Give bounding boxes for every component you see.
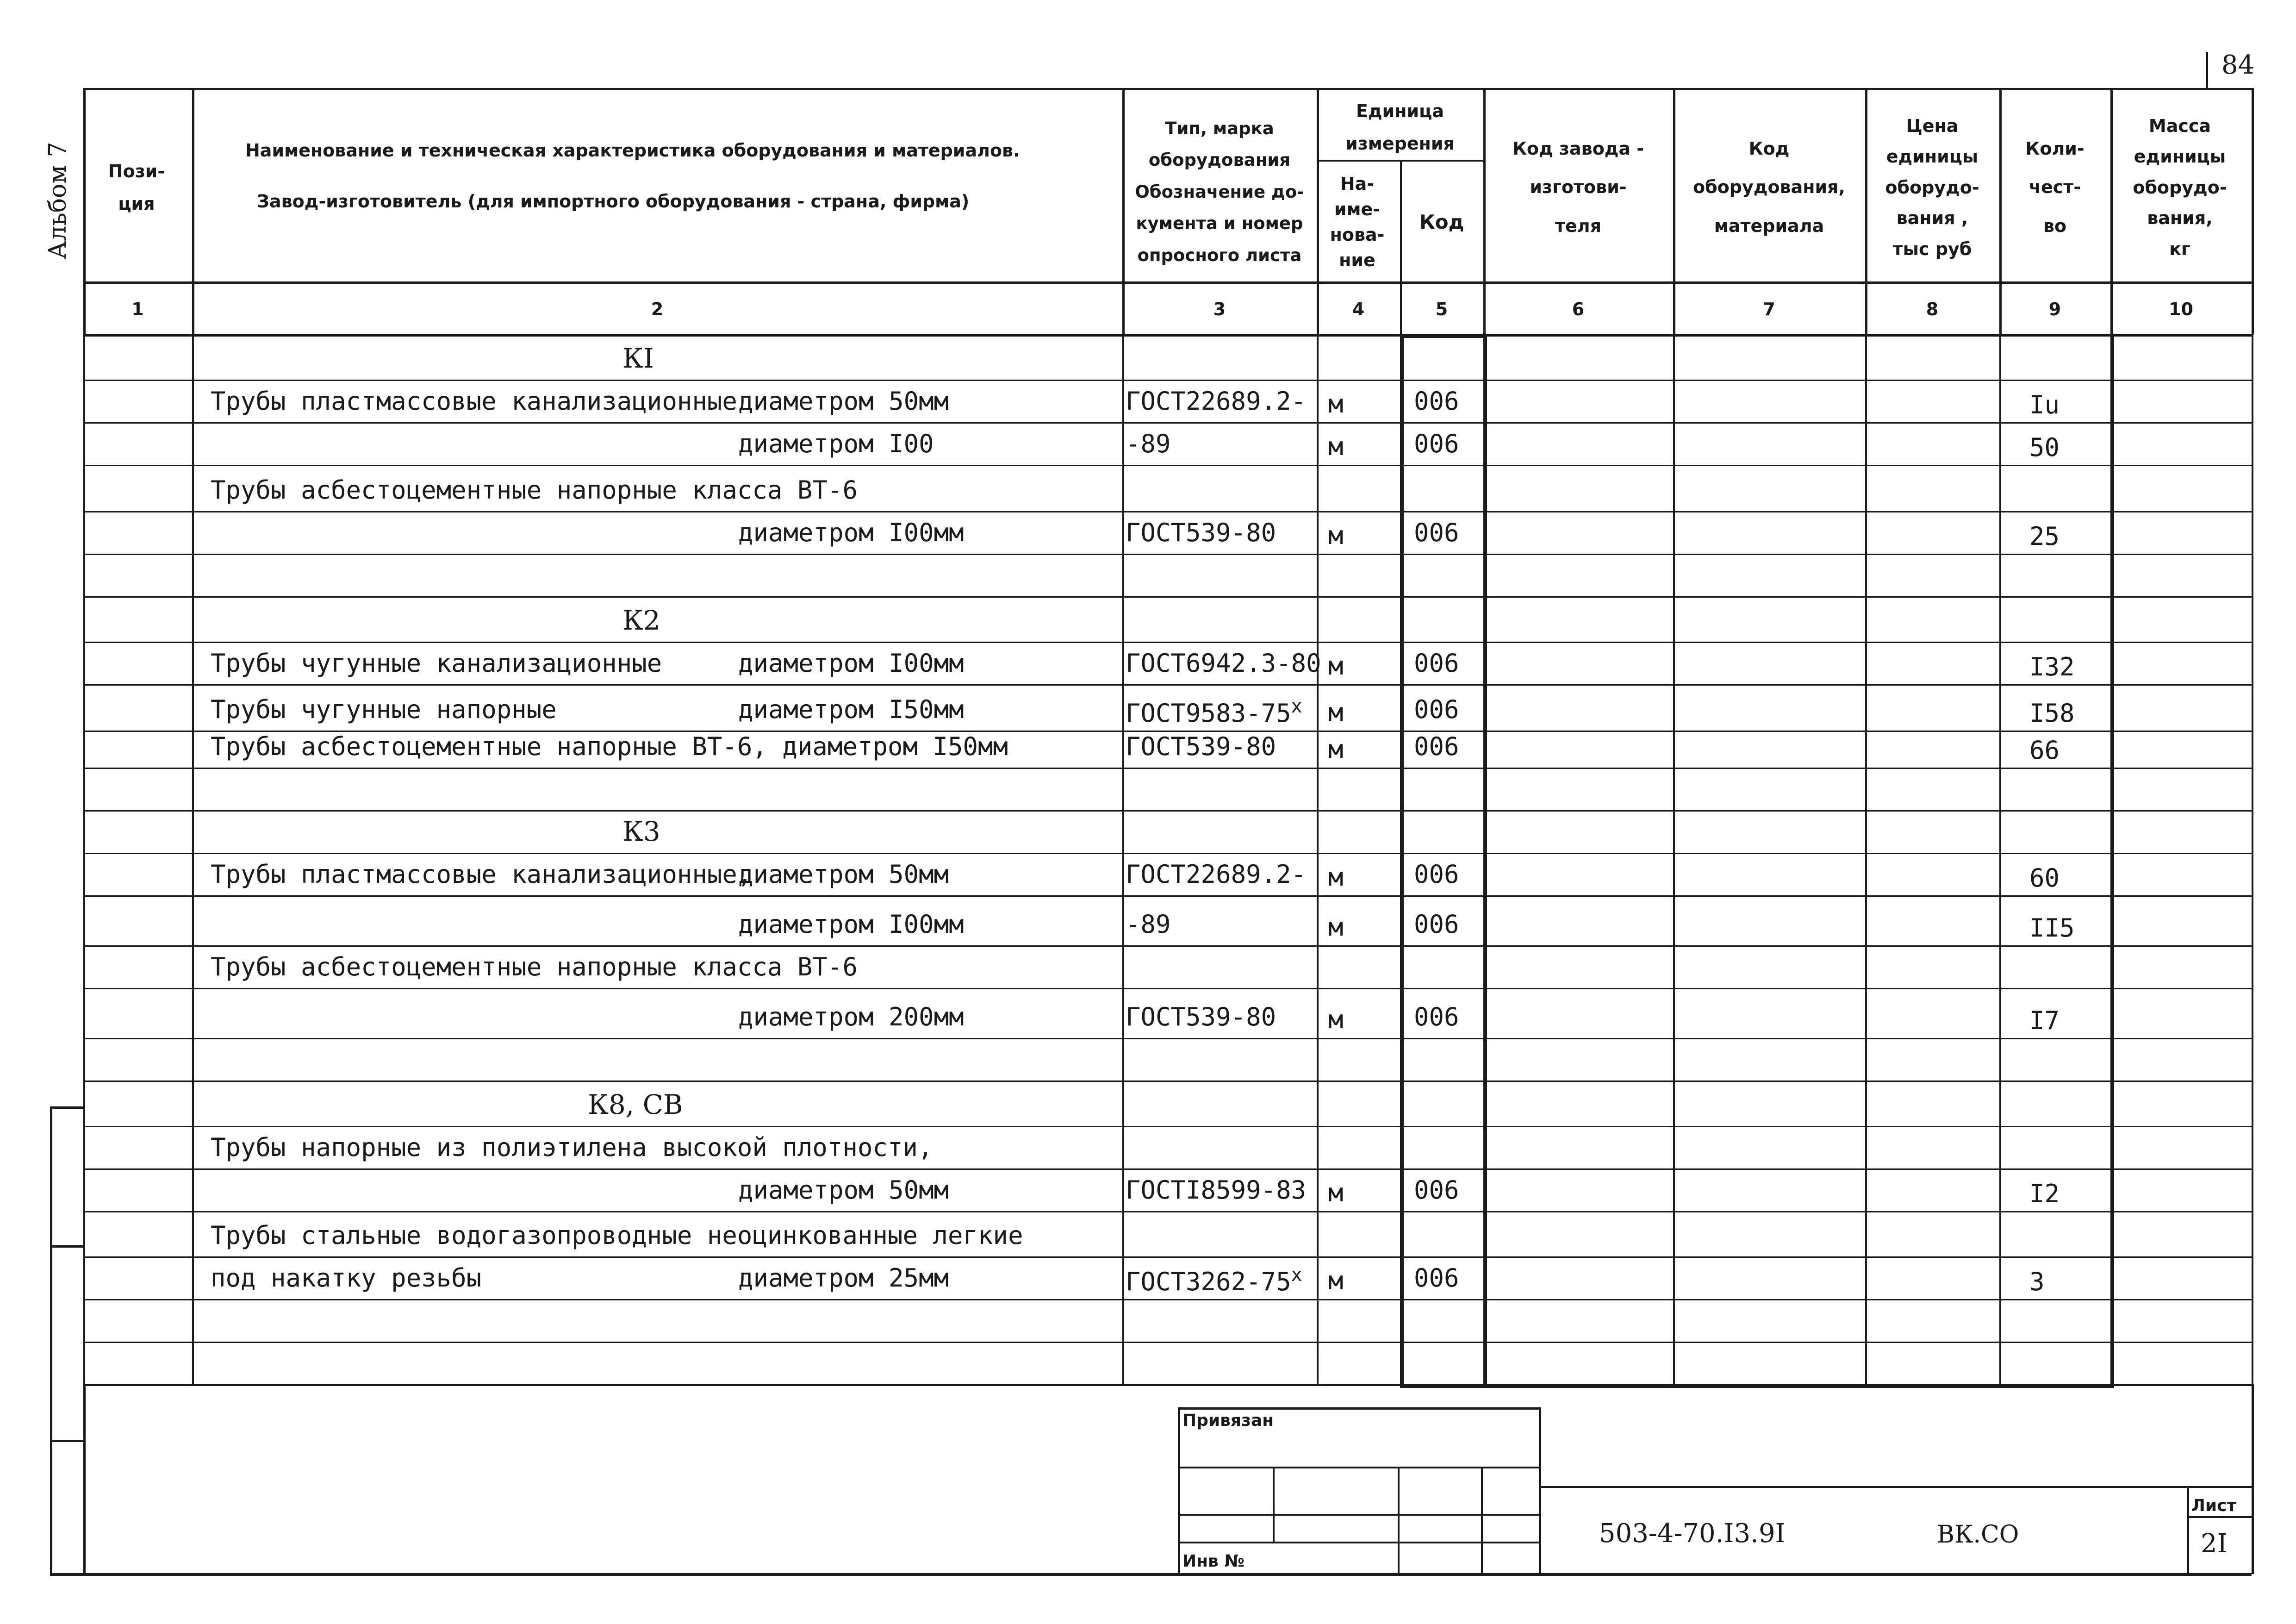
row-divider [83,768,2252,769]
item-name: Трубы асбестоцементные напорные ВТ-6, диаметром I50мм [211,732,1008,761]
binding-strip-top [50,1106,83,1109]
item-standard: ГОСТ539-80 [1126,518,1276,547]
row-divider [83,1256,2252,1258]
item-standard: ГОСТ3262-75$^x$ [1126,1264,1302,1296]
stamp-right [1539,1407,1541,1574]
stamp-sheet-number: 2I [2201,1529,2228,1559]
table-top-border [83,88,2252,90]
stamp-sheet-label: Лист [2191,1496,2237,1515]
page-number: 84 [2221,50,2255,80]
item-quantity: 25 [2029,522,2060,551]
item-quantity: I7 [2029,1006,2060,1035]
item-dimension: диаметром I50мм [738,695,964,724]
item-unit: м [1328,1178,1344,1207]
stamp-inner-v1 [1273,1467,1275,1542]
stamp-line1 [1178,1467,1539,1468]
stamp-left [1178,1407,1180,1574]
item-unit-code: 006 [1414,910,1459,939]
item-unit-code: 006 [1414,387,1459,416]
item-unit: м [1328,389,1344,418]
section-heading: К3 [622,816,660,847]
grid-line-v [192,88,194,334]
grid-line-v [83,334,85,1384]
item-standard: -89 [1126,910,1171,939]
row-divider [83,596,2252,598]
item-quantity: 50 [2029,433,2060,462]
item-unit-code: 006 [1414,860,1459,889]
item-standard: ГОСТ6942.3-80 [1126,649,1321,678]
sheet-box-left [2187,1486,2189,1574]
section-heading: К8, СВ [588,1089,683,1120]
item-dimension: диаметром 50мм [738,1175,949,1205]
header-name-line2: Завод-изготовитель (для импортного оборудования - страна, фирма) [257,191,970,212]
item-quantity: I32 [2029,652,2075,681]
frame-bottom [50,1573,2252,1576]
item-name: Трубы пластмассовые канализационные, [211,860,753,889]
standard-superscript: x [1291,696,1302,717]
stamp-set-code: ВК.СО [1937,1521,2019,1549]
item-dimension: диаметром 50мм [738,860,949,889]
row-divider [83,853,2252,854]
header-unit-name: На- име- нова- ние [1330,173,1385,271]
grid-line-v-thick [1483,334,1487,1384]
column-number-6: 6 [1572,299,1585,319]
column-number-2: 2 [651,299,664,319]
grid-line-v [1673,334,1675,1384]
header-equipment-code: Код оборудования, материала [1693,138,1845,236]
row-divider [83,1038,2252,1039]
item-unit: м [1328,651,1344,681]
section-heading: КI [622,343,654,374]
item-standard: ГОСТ22689.2- [1126,387,1307,416]
row-divider [83,511,2252,512]
album-label: Альбом 7 [44,142,72,259]
grid-line-v [192,334,194,1384]
stamp-inner-v3 [1481,1467,1483,1574]
header-quantity: Коли- чест- во [2025,138,2084,236]
row-divider [83,895,2252,897]
item-unit-code: 006 [1414,649,1459,678]
grid-line-v [1317,334,1319,1384]
row-divider [83,422,2252,424]
column-number-5: 5 [1435,299,1448,319]
item-dimension: диаметром 25мм [738,1263,949,1293]
item-dimension: диаметром I00мм [738,910,964,939]
row-divider [83,1342,2252,1343]
column-number-7: 7 [1763,299,1775,319]
item-dimension: диаметром 200мм [738,1002,964,1031]
row-divider [83,810,2252,812]
stamp-document-code: 503-4-70.I3.9I [1599,1518,1786,1549]
row-divider [83,1126,2252,1127]
row-divider [83,1211,2252,1212]
header-type-doc: Тип, марка оборудования Обозначение до- кумента и номер опросного листа [1135,118,1304,265]
stamp-top [1178,1407,1539,1410]
item-quantity: I2 [2029,1179,2060,1208]
column-number-4: 4 [1352,299,1365,319]
item-standard: ГОСТ539-80 [1126,1002,1276,1031]
stamp-title-top [1539,1486,2252,1488]
header-unit-code: Код [1419,211,1464,234]
item-quantity: I58 [2029,699,2075,728]
item-name: Трубы пластмассовые канализационные [211,387,737,416]
item-name: Трубы чугунные канализационные [211,649,662,678]
binding-strip-mid2 [50,1440,83,1442]
stamp-attached-label: Привязан [1182,1411,1274,1430]
header-name-line1: Наименование и техническая характеристика оборудования и материалов. [245,140,1020,161]
frame-left [83,1384,86,1574]
column-number-8: 8 [1926,299,1939,319]
standard-superscript: x [1291,1264,1302,1286]
header-units-group: Единица измерения [1345,100,1455,154]
item-quantity: 3 [2029,1267,2045,1296]
header-unit-mass: Масса единицы оборудо- вания, кг [2133,115,2227,259]
item-standard: ГОСТ539-80 [1126,732,1276,761]
binding-strip-mid1 [50,1245,83,1248]
item-unit-code: 006 [1414,518,1459,547]
row-divider [83,380,2252,381]
item-dimension: диаметром I00мм [738,649,964,678]
grid-line-v [1122,334,1124,1384]
item-standard: ГОСТI8599-83 [1126,1175,1307,1205]
column-number-3: 3 [1213,299,1226,319]
item-unit-code: 006 [1414,1002,1459,1031]
item-unit: м [1328,1266,1344,1295]
item-unit: м [1328,735,1344,764]
row-divider [83,642,2252,643]
item-quantity: Iu [2029,390,2060,419]
item-name: Трубы напорные из полиэтилена высокой плотности, [211,1133,933,1162]
item-standard: ГОСТ9583-75$^x$ [1126,696,1302,728]
stamp-inner-v2 [1398,1467,1400,1574]
grid-line-v-thick [2110,334,2114,1384]
grid-line-v [1999,334,2001,1384]
row-divider [83,1299,2252,1300]
item-dimension: диаметром I00 [738,429,934,458]
column-numbers-bottom-border [83,334,2252,337]
sheet-box-divider [2187,1516,2252,1518]
thick-top-marker [1400,334,1487,338]
stamp-inv-label: Инв № [1182,1552,1244,1571]
body-bottom-border [83,1384,2252,1386]
item-quantity: II5 [2029,913,2075,943]
binding-strip-left [50,1106,52,1574]
item-name: Трубы чугунные напорные [211,695,557,724]
item-unit-code: 006 [1414,1263,1459,1293]
item-standard: ГОСТ22689.2- [1126,860,1307,889]
row-divider [83,945,2252,947]
item-name: Трубы стальные водогазопроводные неоцинкованные легкие [211,1221,1023,1250]
item-unit: м [1328,912,1344,942]
grid-line-v-thick [1400,334,1404,1384]
item-unit: м [1328,432,1344,461]
item-name: Трубы асбестоцементные напорные класса ВТ-6 [211,952,858,981]
item-unit: м [1328,521,1344,550]
item-unit: м [1328,698,1344,727]
column-number-10: 10 [2169,299,2193,319]
item-standard: -89 [1126,429,1171,458]
item-unit: м [1328,862,1344,892]
item-dimension: диаметром 50мм [738,387,949,416]
item-unit-code: 006 [1414,429,1459,458]
frame-right [2252,1384,2254,1574]
item-unit-code: 006 [1414,695,1459,724]
row-divider [83,988,2252,989]
item-quantity: 60 [2029,863,2060,893]
row-divider [83,684,2252,686]
item-unit: м [1328,1005,1344,1034]
grid-line-v [2252,334,2253,1384]
row-divider [83,1168,2252,1170]
item-dimension: диаметром I00мм [738,518,964,547]
stamp-line3 [1178,1542,1539,1543]
column-number-9: 9 [2048,299,2061,319]
item-unit-code: 006 [1414,732,1459,761]
header-position: Пози- ция [108,161,165,214]
item-name: под накатку резьбы [211,1263,482,1293]
row-divider [83,554,2252,555]
header-factory-code: Код завода - изготови- теля [1512,138,1644,236]
grid-line-v [2252,88,2254,334]
row-divider [83,1081,2252,1082]
item-name: Трубы асбестоцементные напорные класса ВТ-6 [211,475,858,505]
grid-line-v [1865,334,1867,1384]
item-quantity: 66 [2029,736,2060,765]
section-heading: К2 [622,605,660,636]
item-unit-code: 006 [1414,1175,1459,1205]
column-number-1: 1 [131,299,144,319]
page-number-tick [2206,52,2208,90]
header-unit-price: Цена единицы оборудо- вания , тыс руб [1885,115,1979,259]
stamp-line2 [1178,1514,1539,1516]
row-divider [83,465,2252,466]
